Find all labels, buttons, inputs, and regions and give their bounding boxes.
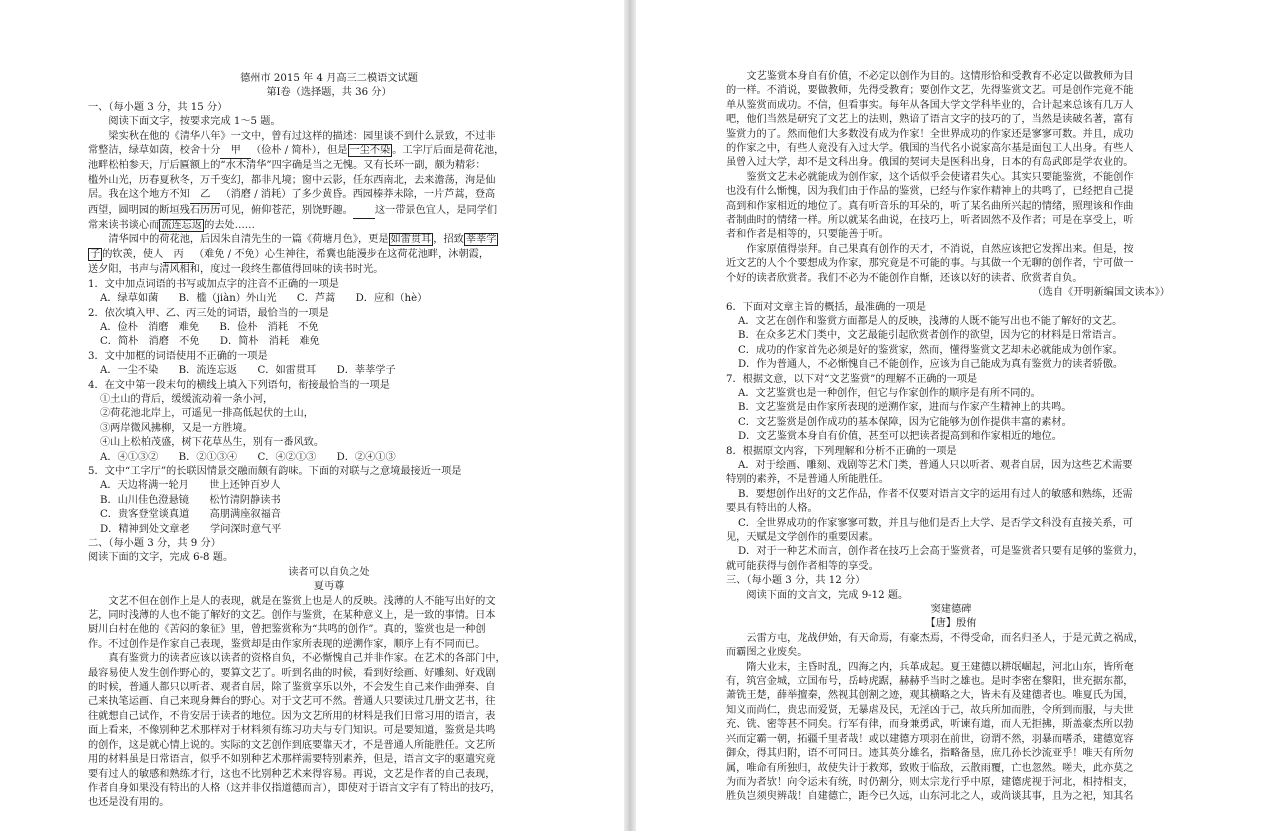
essay-line: 者和作者是相等的，只要能善于听。 [726, 229, 889, 241]
question-2: 2．依次填入甲、乙、丙三处的词语，最恰当的一项是 [88, 307, 329, 319]
question-7-option: C．文艺鉴赏是创作成功的基本保障，因为它能够为创作提供丰富的素材。 [738, 416, 1072, 428]
question-6: 6．下面对文章主旨的概括，最准确的一项是 [726, 301, 927, 313]
essay-line: 己来执笔运画、自己来现身舞台的野心。对于文艺可不然。普通人只要读过几册文艺书，往 [88, 696, 496, 708]
question-4-options: A．④①③② B．②①③④ C．④②①③ D．②④①③ [100, 451, 396, 463]
classic-line: 云雷方屯，龙战伊始，有天命焉，有豪杰焉，不得受命，而名归圣人，于是元黄之祸成， [746, 632, 1144, 644]
question-4-sentence: ①土山的背后，缓缓流动着一条小河， [100, 393, 274, 405]
question-6-option: D．作为普通人，不必惭愧自己不能创作，应该为自己能成为真有鉴赏力的读者骄傲。 [738, 359, 1124, 371]
essay-line: 近文艺的人个个要想成为作家，那究竟是不可能的事。与其做一个无聊的创作者，宁可做一 [726, 258, 1134, 270]
essay-line: 文艺不但在创作上是人的表现，就是在鉴赏上也是人的反映。浅薄的人不能写出好的文 [108, 595, 496, 607]
passage-line: 送夕阳，书声与清风相和，度过一段终生都值得回味的读书时光。 [88, 264, 384, 276]
question-4: 4．在文中第一段末句的横线上填入下列语句，衔接最恰当的一项是 [88, 379, 390, 391]
text-span: 居。我在这个地方不知 [88, 189, 190, 201]
right-page [636, 0, 1262, 831]
essay-line: 文艺鉴赏本身自有价值，不必定以创作为目的。这情形恰和受教育不必定以做教师为目 [746, 71, 1134, 82]
classic-body [726, 632, 1176, 805]
essay-line: 的创作，这是就心情上说的。实际的文艺创作到底要靠天才，不是普通人所能胜任。文艺所 [88, 739, 496, 751]
question-6-option: C．成功的作家首先必须是好的鉴赏家，然而，懂得鉴赏文艺却未必就能成为创作家。 [738, 344, 1123, 356]
blank-label: 丙 [173, 248, 184, 260]
classic-line: 有，筑宫金城，立国布号，岳峙虎踞，赫赫乎当时之雄也。是时李密在黎阳，世充据东都， [726, 676, 1134, 688]
essay-line: 的作家之中，有些人竟没有入过大学。俄国的当代名小说家高尔基是面包工人出身。有些人 [726, 143, 1134, 155]
passage-line: 池畔松柏参天，厅后匾额上的“水木清华”四字确是当之无愧。又有长环一副，颇为精彩： [88, 160, 486, 172]
essay-line: 作家原值得崇拜。自己果真有创作的天才，不消说，自然应该把它发挥出来。但是，按 [746, 243, 1134, 255]
classic-line: 兴而定霸一朝，拓疆千里者哉！或以建德方项羽在前世，窃谓不然，羽暴而嗜杀，建德宽容 [726, 733, 1134, 745]
classic-author: 【唐】殷侑 [925, 618, 977, 630]
passage-line [88, 248, 570, 263]
passage-line [88, 188, 570, 203]
essay-line: 虽曾入过大学，却不是文科出身。俄国的契诃夫是医科出身，日本的有岛武郎是学农业的。 [726, 157, 1134, 169]
boxed-word: 子 [90, 248, 101, 260]
section-3-heading: 三、（每小题 3 分，共 12 分） [726, 575, 866, 587]
question-4-sentence: ③两岸微风拂柳，又是一方胜境。 [100, 422, 253, 434]
essay-line: 也还是没有用的。 [88, 797, 170, 809]
question-5-option: D．精神到处文章老 学问深时意气平 [100, 523, 282, 535]
left-page [0, 0, 624, 831]
essay-line: 面上看来，不像别种艺术那样对于材料须有练习功夫与专门知识。可是要知道，鉴赏是共鸣 [88, 725, 496, 737]
essay-line: 也没有什么惭愧，因为我们由于作品的鉴赏，已经与作家作精神上的共鸣了，已经把自己提 [726, 186, 1134, 198]
essay-line: 要有过人的敏感和熟练才行，这也不比别种艺术来得容易。再说，文艺是作者的自己表现， [88, 768, 496, 780]
question-3-options: A．一尘不染 B．流连忘返 C．如雷贯耳 D．莘莘学子 [100, 365, 396, 377]
question-5-option: C．贵客登堂谈真道 高朋满座叙福音 [100, 509, 281, 521]
essay-line: 鉴赏力的了。然而他们大多数没有成为作家！全世界成功的作家还是寥寥可数。并且，成功 [726, 128, 1134, 140]
classic-line: 属，唯命有所独归，故使失计于救郑，致败于临敌，云散雨覆，亡也忽然。嗟夫，此亦莫之 [726, 762, 1134, 774]
text-span: 这一带景色宜人，是同学们 [374, 204, 498, 216]
blank-bing [163, 248, 194, 263]
essay-line: 的一样。不消说，要做教师，先得受教育；要创作文艺，先得鉴赏文艺。可是创作完竟不能 [726, 85, 1134, 97]
question-6-option: B．在众多艺术门类中，文艺最能引起欣赏者创作的欲望，因为它的材料是日常语言。 [738, 330, 1123, 342]
essay-line: 厨川白村在他的《苦闷的象征》里，曾把鉴赏称为“共鸣的创作”。真的，鉴赏也是一种创 [88, 624, 486, 636]
section-1-instruction: 阅读下面文字，按要求完成 1～5 题。 [108, 116, 281, 128]
passage-line [88, 204, 570, 219]
classic-line: 隋大业末，主昏时乱，四海之内，兵革成起。夏王建德以耕氓崛起，河北山东，皆所奄 [746, 661, 1134, 673]
boxed-word: 莘莘学 [465, 234, 497, 246]
question-8-option: D．对于一种艺术而言，创作者在技巧上会高于鉴赏者，可是鉴赏者只要有足够的鉴赏力， [738, 546, 1144, 558]
exam-title: 德州市 2015 年 4 月高三二模语文试题 [240, 73, 418, 84]
passage-line [88, 233, 570, 247]
classic-line: 知义而尚仁，贵忠而爱贤，无暴虐及民，无淫凶于己，故兵所加而胜，令所到而服，与夫世 [726, 704, 1134, 716]
essay-line: 吧，他们当然是研究了文艺上的法则，熟谙了语言文字的技巧的了，当然是读破名著，富有 [726, 114, 1134, 126]
classic-title: 窦建德碑 [930, 604, 972, 616]
essay-source: （选自《开明新编国文读本》） [1032, 287, 1170, 299]
answer-blank [353, 204, 375, 219]
classic-line: 充、铣、密等甚不同矣。行军有律，而身兼勇武，听谏有道，而人无拒拂，斯盖豪杰所以勃 [726, 719, 1134, 731]
question-8-option-cont: 特别的素养，不是普通人所能胜任。 [726, 474, 889, 486]
text-span: 的去处…… [204, 220, 255, 232]
text-span: （消磨 / 消耗）了多少黄昏。西园榛莽未除，一片芦蒿，登高 [220, 189, 496, 201]
essay-line: 者制曲时的情绪一样。所以就某名曲说，在技巧上，听者固然不及作者；可是在享受上，听 [726, 215, 1134, 227]
question-8-option-cont: 就可能获得与创作者相等的享受。 [726, 560, 879, 572]
question-6-option: A．文艺在创作和鉴赏方面都是人的反映，浅薄的人既不能写出也不能了解好的文艺。 [738, 315, 1123, 327]
boxed-word: 一尘不染 [349, 145, 391, 157]
boxed-word: 如雷贯耳 [390, 234, 432, 246]
classic-line: 为而为者欤！向令运未有统，时仍割分，则太宗龙行乎中原，建德虎视于河北，相持相支， [726, 776, 1134, 788]
question-8-option-cont: 要具有特出的人格。 [726, 503, 818, 515]
question-5: 5．文中“工字厅”的长联因情景交融而颇有韵味。下面的对联与之意境最接近一项是 [88, 465, 462, 477]
blank-label: 乙 [200, 189, 211, 201]
section-2-heading: 二、（每小题 3 分，共 9 分） [88, 538, 221, 549]
text-span: 西望，圆明园的断垣残石历历可见，俯仰苍茫，别饶野趣。 [88, 204, 353, 216]
exam-subtitle: 第Ⅰ卷（选择题，共 36 分） [266, 87, 392, 99]
question-8-option-cont: 见，天赋是文学创作的重要因素。 [726, 532, 879, 543]
section-3-instruction: 阅读下面的文言文，完成 9-12 题。 [746, 589, 909, 601]
question-8-option: B．要想创作出好的文艺作品，作者不仅要对语言文字的运用有过人的敏感和熟练，还需 [738, 488, 1133, 500]
essay-line: 鉴赏文艺未必就能成为创作家，这个话似乎会使诸君失心。其实只要能鉴赏，不能创作 [746, 171, 1134, 183]
question-8-option: A．对于绘画、雕刻、戏剧等艺术门类，普通人只以听者、观者自居，因为这些艺术需要 [738, 459, 1133, 471]
blank-yi [190, 188, 221, 203]
question-7-option: A．文艺鉴赏也是一种创作，但它与作家创作的顺序是有所不同的。 [738, 387, 1041, 399]
text-span: 常整洁，绿草如茵，校舍十分 [88, 145, 221, 157]
blank-label: 甲 [230, 145, 241, 157]
essay-continued [726, 70, 1176, 286]
question-3: 3．文中加框的词语使用不正确的一项是 [88, 350, 268, 362]
text-span: 。工字厅后面是荷花池， [392, 145, 505, 157]
essay-line: 最容易使人发生创作野心的，要算文艺了。听到名曲的时候，看到好绘画、好雕刻、好戏剧 [88, 667, 496, 679]
question-5-option: B．山川佳色澄悬镜 松竹清阴静读书 [100, 494, 281, 506]
question-4-sentence: ④山上松柏茂盛，树下花草丛生，别有一番风致。 [100, 437, 325, 449]
classic-line: 萧铣王楚，薛举擅秦，然视其创割之迹，观其横略之大，皆未有及建德者也。唯夏氏为国， [726, 690, 1134, 702]
question-2-options: A．俭朴 消磨 难免 B．俭朴 消耗 不免 [100, 321, 319, 333]
essay-line: 个好的读者欣赏者。我们不必为不能创作自惭，还该以好的读者、欣赏者自负。 [726, 272, 1083, 284]
blank-jia [220, 144, 251, 159]
passage-line [88, 144, 570, 159]
essay-line: 往就想自己试作，不肯安居于读者的地位。因为文艺所用的材料是我们日常习用的语言，表 [88, 710, 496, 722]
question-7-option: D．文艺鉴赏本身自有价值，甚至可以把读者提高到和作家相近的地位。 [738, 431, 1062, 443]
essay-author: 夏丏尊 [313, 581, 345, 593]
passage-line [88, 219, 570, 233]
boxed-word: 流连忘返 [161, 220, 203, 232]
question-1: 1．文中加点词语的书写或加点字的注音不正确的一项是 [88, 278, 339, 290]
text-span: 常来读书谈心而 [88, 220, 160, 232]
essay-line: 单从鉴赏而成功。不信，但看事实。每年从各国大学文学科毕业的，合计起来总该有几万人 [726, 99, 1134, 111]
question-7: 7．根据文意，以下对“文艺鉴赏”的理解不正确的一项是 [726, 373, 978, 385]
essay-line: 艺，同时浅薄的人也不能了解好的文艺。创作与鉴赏，在某种意义上，是一致的事情。日本 [88, 610, 496, 622]
question-8-option: C．全世界成功的作家寥寥可数，并且与他们是否上大学、是否学文科没有直接关系，可 [738, 517, 1133, 529]
question-2-options: C．简朴 消磨 不免 D．简朴 消耗 难免 [100, 336, 320, 348]
passage-1 [88, 130, 570, 278]
text-span: 清华园中的荷花池，后因朱自清先生的一篇《荷塘月色》，更是 [108, 234, 389, 246]
text-span: （难免 / 不免）心生神往，希冀也能漫步在这荷花池畔，沐朝霞， [193, 248, 490, 260]
passage-line: 梁实秋在他的《清华八年》一文中，曾有过这样的描述：园里谈不到什么景致，不过非 [108, 130, 496, 142]
essay-line: 真有鉴赏力的读者应该以读者的资格自负，不必惭愧自己并非作家。在艺术的各部门中， [108, 653, 506, 665]
section-2-instruction: 阅读下面的文字，完成 6-8 题。 [88, 552, 234, 564]
page-gutter [624, 0, 636, 831]
essay-body [88, 595, 570, 811]
text-span: 的钦羡，使人 [102, 248, 164, 260]
question-4-sentence: ②荷花池北岸上，可遥见一排高低起伏的土山， [100, 408, 314, 420]
question-5-option: A．天边将满一轮月 世上还钟百岁人 [100, 480, 281, 492]
text-span: （俭朴 / 简朴），但是 [251, 145, 348, 157]
classic-line: 而霸图之业废矣。 [726, 647, 808, 659]
essay-line: 作。不过创作是作家自己表现，鉴赏却是由作家所表现的逆溯作家，顺序上有不同而已。 [88, 638, 486, 650]
classic-line: 胜负岂须臾辨哉！自建德亡，距今已久远，山东河北之人，或尚谈其事，且为之祀，知其名 [726, 791, 1134, 803]
question-7-option: B．文艺鉴赏是由作家所表现的逆溯作家，进而与作家产生精神上的共鸣。 [738, 402, 1072, 414]
classic-line: 御众，得其归附，语不可同日。迹其英分雄名，指略备垦，庶几孙长沙流亚乎！唯天有所勿 [726, 748, 1134, 760]
essay-line: 用的材料虽是日常语言，似乎不如别种艺术那样需要特别素养，但是，语言文字的驱遣究竟 [88, 754, 496, 766]
question-1-options: A．绿草如菌 B．槛（jiàn）外山光 C．芦蒿 D．应和（hè） [100, 293, 428, 305]
section-1-heading: 一、（每小题 3 分，共 15 分） [88, 101, 228, 113]
essay-line: 高到和作家相近的地位了。真有听音乐的耳朵的，听了某名曲所兴起的情绪，照理该和作曲 [726, 200, 1134, 212]
essay-line: 的时候，普通人都只以听者、观者自居，除了鉴赏享乐以外，不会发生自己来作曲弹奏、自 [88, 682, 496, 694]
question-8: 8．根据原文内容，下列理解和分析不正确的一项是 [726, 445, 957, 457]
essay-title: 读者可以自负之处 [288, 566, 370, 578]
text-span: ，招致 [433, 234, 464, 246]
passage-line: 槛外山光，历春夏秋冬，万千变幻，都非凡境；窗中云影，任东西南北，去来澹荡，洵是仙 [88, 174, 496, 186]
essay-line: 作者自身如果没有特出的人格（这并非仅指道德而言），即使对于语言文字有了特出的技巧， [88, 782, 501, 794]
